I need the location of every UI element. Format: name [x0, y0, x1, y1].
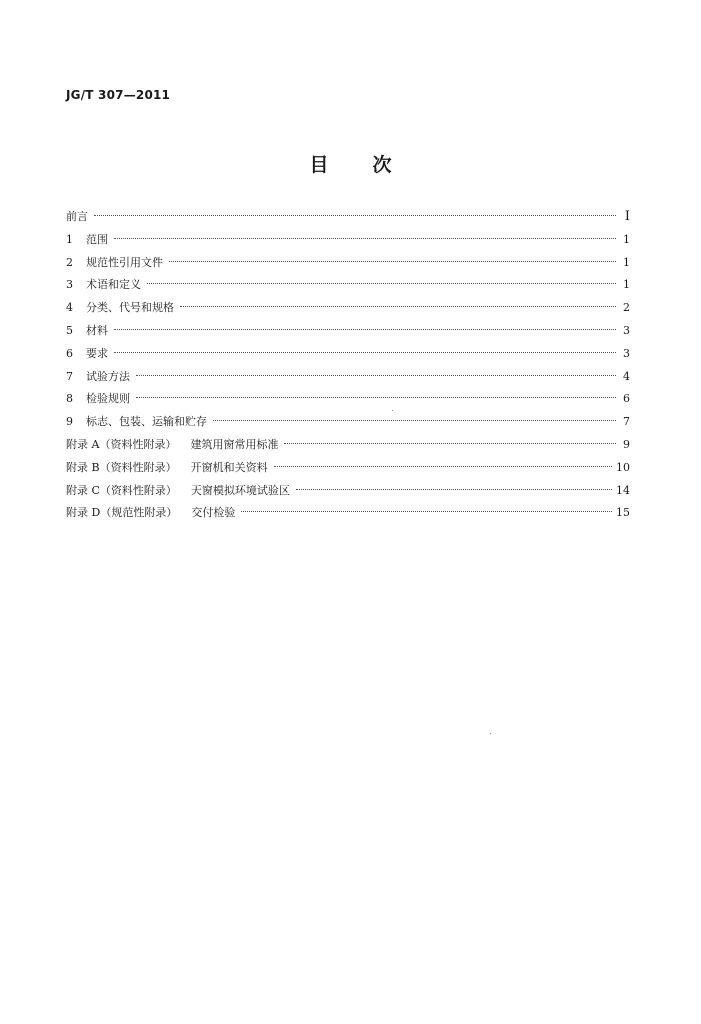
toc-entry-label	[66, 411, 207, 434]
toc-entry-title: 材料	[86, 323, 108, 337]
toc-entry-page: 4	[623, 369, 630, 383]
toc-entry-page: 7	[623, 415, 630, 429]
toc-entry-title: 检验规则	[86, 392, 130, 406]
toc-entry-title: 要求	[86, 346, 108, 360]
toc-appendix-title: 建筑用窗常用标准	[190, 437, 279, 451]
toc-dot-leader	[169, 261, 616, 262]
table-of-contents	[66, 206, 630, 525]
toc-entry-number: 7	[66, 369, 73, 383]
toc-entry-label	[66, 297, 174, 320]
toc-entry-title: 分类、代号和规格	[86, 301, 174, 315]
toc-dot-leader	[114, 352, 616, 353]
toc-dot-leader	[213, 420, 616, 421]
toc-entry-title: 范围	[86, 232, 108, 246]
toc-dot-leader	[180, 306, 616, 307]
toc-title-char-1: 目	[309, 154, 329, 176]
toc-title	[0, 150, 701, 177]
toc-entry-label	[66, 434, 278, 457]
toc-entry-label	[66, 480, 290, 503]
toc-entry-title: 术语和定义	[86, 278, 141, 292]
toc-entry-foreword[interactable]	[66, 206, 630, 229]
scan-speck	[392, 410, 393, 411]
toc-appendix-title: 开窗机和关资料	[190, 460, 268, 474]
toc-dot-leader	[114, 238, 616, 239]
toc-entry-label	[66, 502, 235, 525]
toc-entry-page: 2	[623, 301, 630, 315]
toc-entry-label	[66, 366, 130, 389]
toc-entry-1[interactable]	[66, 229, 630, 252]
toc-appendix-prefix: 附录 A（资料性附录）	[66, 437, 177, 451]
toc-entry-page: 1	[623, 255, 630, 269]
toc-dot-leader	[114, 329, 616, 330]
toc-entry-6[interactable]	[66, 343, 630, 366]
toc-title-char-2: 次	[372, 154, 392, 176]
toc-appendix-prefix: 附录 C（资料性附录）	[66, 483, 177, 497]
toc-entry-page: 1	[623, 278, 630, 292]
toc-entry-number: 2	[66, 255, 73, 269]
toc-entry-page: 9	[623, 437, 630, 451]
toc-entry-page: 3	[623, 323, 630, 337]
toc-dot-leader	[136, 375, 616, 376]
toc-dot-leader	[241, 511, 612, 512]
toc-entry-9[interactable]	[66, 411, 630, 434]
toc-entry-page: 15	[616, 506, 630, 520]
toc-entry-page: 3	[623, 346, 630, 360]
toc-entry-title: 规范性引用文件	[86, 255, 163, 269]
toc-entry-3[interactable]	[66, 274, 630, 297]
toc-appendix-b[interactable]	[66, 457, 630, 480]
scan-speck	[490, 733, 491, 734]
toc-appendix-prefix: 附录 B（资料性附录）	[66, 460, 177, 474]
toc-entry-label	[66, 229, 108, 252]
toc-entry-number: 5	[66, 323, 73, 337]
toc-entry-label	[66, 274, 141, 297]
toc-entry-page: 10	[616, 460, 630, 474]
toc-entry-number: 3	[66, 278, 73, 292]
toc-entry-title: 试验方法	[86, 369, 130, 383]
toc-entry-page: Ⅰ	[624, 209, 630, 224]
toc-entry-number: 1	[66, 232, 73, 246]
toc-entry-number: 4	[66, 301, 73, 315]
toc-entry-label	[66, 388, 130, 411]
toc-dot-leader	[147, 283, 616, 284]
toc-entry-number: 6	[66, 346, 73, 360]
toc-dot-leader	[94, 215, 616, 216]
toc-entry-7[interactable]	[66, 366, 630, 389]
page-header-standard-code: JG/T 307—2011	[66, 88, 171, 102]
toc-entry-number: 8	[66, 392, 73, 406]
toc-entry-label	[66, 457, 268, 480]
toc-entry-label	[66, 343, 108, 366]
toc-dot-leader	[284, 443, 616, 444]
toc-entry-number: 9	[66, 415, 73, 429]
toc-appendix-title: 天窗模拟环境试验区	[190, 483, 290, 497]
toc-entry-label	[66, 320, 108, 343]
toc-entry-page: 14	[616, 483, 630, 497]
toc-entry-2[interactable]	[66, 252, 630, 275]
toc-dot-leader	[296, 489, 612, 490]
toc-appendix-prefix: 附录 D（规范性附录）	[66, 506, 178, 520]
toc-entry-5[interactable]	[66, 320, 630, 343]
toc-entry-page: 1	[623, 232, 630, 246]
toc-entry-title: 标志、包装、运输和贮存	[86, 415, 207, 429]
toc-appendix-title: 交付检验	[191, 506, 236, 520]
toc-dot-leader	[136, 397, 616, 398]
toc-appendix-c[interactable]	[66, 480, 630, 503]
toc-entry-label	[66, 252, 163, 275]
toc-entry-8[interactable]	[66, 388, 630, 411]
toc-appendix-a[interactable]	[66, 434, 630, 457]
toc-dot-leader	[274, 466, 612, 467]
toc-appendix-d[interactable]	[66, 502, 630, 525]
toc-entry-4[interactable]	[66, 297, 630, 320]
toc-entry-label: 前言	[66, 210, 88, 223]
toc-entry-page: 6	[623, 392, 630, 406]
